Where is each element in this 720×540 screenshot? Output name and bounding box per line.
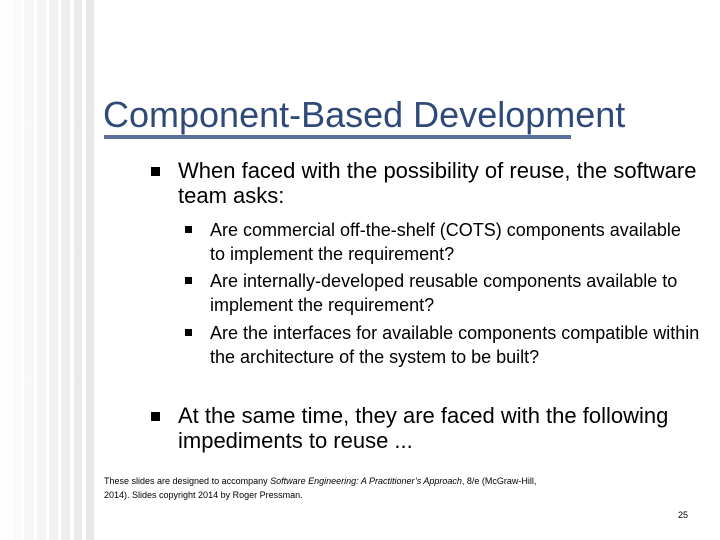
footer-book-title: Software Engineering: A Practitioner’s Approach [270,476,462,486]
title-underline [104,135,571,139]
bullet-square-icon [151,167,160,176]
sub-bullet-square-icon [185,226,192,233]
footer-prefix: These slides are designed to accompany [104,476,271,486]
sub-bullet-square-icon [185,277,192,284]
bullet-square-icon [151,412,160,421]
sub-bullet-square-icon [185,329,192,336]
sub-bullet-text: Are commercial off-the-shelf (COTS) components available to implement the requirement? [210,220,681,264]
sub-bullet-text: Are internally-developed reusable components available to implement the requirement? [210,271,678,315]
bullet-text: At the same time, they are faced with the following impediments to reuse ... [178,403,669,453]
slide-footer [104,474,544,502]
slide-title: Component-Based Development [103,94,626,135]
footer-suffix: , 8/e (McGraw-Hill, 2014). Slides copyright 2014 by Roger Pressman. [104,476,537,500]
sub-bullet-text: Are the interfaces for available components compatible within the architecture of the system to be built? [210,323,700,367]
page-number: 25 [678,510,689,520]
bullet-text: When faced with the possibility of reuse, the software team asks: [178,158,697,208]
